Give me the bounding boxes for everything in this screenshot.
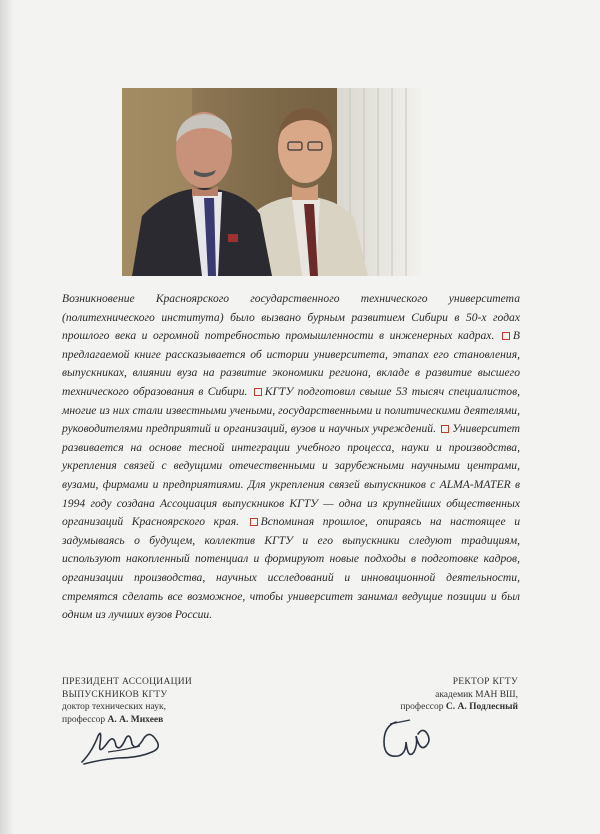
portrait-photo — [122, 88, 422, 276]
handwritten-signature-left — [78, 722, 170, 768]
signatory-right — [300, 676, 518, 714]
square-bullet-icon — [502, 332, 510, 340]
paragraph-5: Вспоминая прошлое, опираясь на настоящее и задумываясь о будущем, коллектив КГТУ и его выпускники следуют традициям, используют накопленный потенциал и формируют новые подходы в подготовке кадров, организации производства, научных исследований и инновационной деятельности, стремятся сделать все возможное, чтобы университет занимал ведущие позиции и был одним из лучших вузов России. — [62, 515, 521, 622]
intro-text — [62, 290, 520, 625]
signatory-left-rank: профессор — [62, 714, 108, 725]
paragraph-2: В предлагаемой книге рассказывается об истории университета, этапах его становления, выпускниках, влиянии вуза на развитие экономики региона, вкладе в развитие высшего технического образования в Сибири. — [62, 329, 520, 398]
signatory-left-name: А. А. Михеев — [107, 714, 164, 725]
paragraph-4: Университет развивается на основе тесной интеграции учебного процесса, науки и производства, укрепления связей с ведущими отечественными и зарубежными научными центрами, вузами, фирмами и предприятиями. Для укрепления связей выпускников с ALMA-MATER в 1994 году создана Ассоциация выпускников КГТУ — одна из крупнейших общественных организаций Красноярского края. — [62, 422, 520, 529]
photo-two-men-portrait — [122, 88, 422, 276]
signatory-left-title-2: ВЫПУСКНИКОВ КГТУ — [62, 689, 168, 700]
paragraph-1: Возникновение Красноярского государственного технического университета (политехнического института) было вызвано бурным развитием Сибири в 50-х годах прошлого века и огромной потребностью промышленности в инженерных кадрах. — [62, 292, 520, 343]
paragraph-3: КГТУ подготовил свыше 53 тысяч специалистов, многие из них стали известными учеными, государственными и политическими деятелями, руководителями предприятий и организаций, вузов и научных учреждений. — [62, 384, 520, 436]
signatory-right-rank: профессор — [400, 702, 446, 713]
page-edge-shadow — [0, 0, 14, 834]
signatory-right-name-line — [300, 701, 518, 714]
square-bullet-icon — [250, 518, 258, 526]
signatory-left-title-1: ПРЕЗИДЕНТ АССОЦИАЦИИ — [62, 677, 193, 687]
handwritten-signature-right — [376, 716, 434, 768]
signatory-right-name: С. А. Подлесный — [445, 702, 518, 713]
square-bullet-icon — [254, 388, 262, 396]
signatory-right-title-2: академик МАН ВШ, — [435, 689, 518, 700]
signatory-left — [62, 676, 292, 726]
signatory-right-title-1: РЕКТОР КГТУ — [452, 677, 518, 687]
signatory-left-degree: доктор технических наук, — [62, 702, 166, 713]
square-bullet-icon — [441, 425, 449, 433]
